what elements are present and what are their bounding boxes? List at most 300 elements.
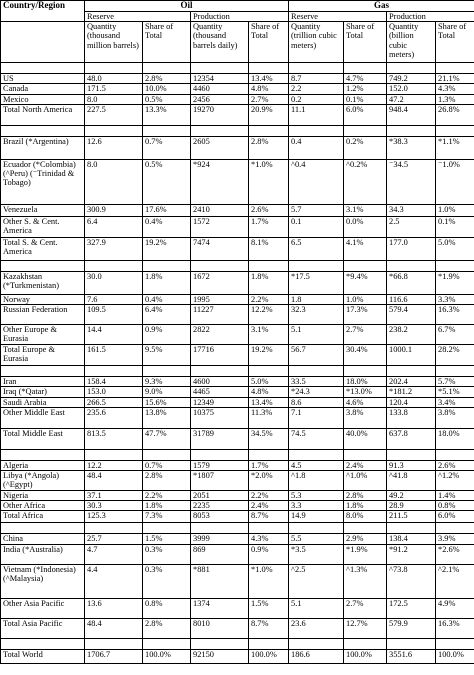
separator-cell	[436, 366, 474, 377]
separator-cell	[191, 366, 249, 377]
value-cell: 21.1%	[436, 74, 474, 84]
value-cell: 6.4	[85, 216, 143, 237]
separator-cell	[344, 63, 387, 74]
col-oil-prod-share: Share of Total	[249, 22, 289, 63]
value-cell: 48.4	[85, 618, 143, 638]
separator-cell	[191, 125, 249, 136]
value-cell: 15.6%	[143, 397, 191, 407]
value-cell: 13.6	[85, 598, 143, 618]
value-cell: 2051	[191, 491, 249, 501]
separator-row	[1, 366, 474, 377]
separator-cell	[85, 523, 143, 534]
separator-cell	[436, 523, 474, 534]
separator-cell	[436, 449, 474, 460]
separator-row	[1, 125, 474, 136]
value-cell: 869	[191, 544, 249, 564]
table-row	[1, 104, 474, 125]
value-cell: 5.7%	[436, 377, 474, 387]
value-cell: 3.8%	[344, 407, 387, 428]
value-cell: 5.1	[289, 598, 344, 618]
value-cell: 8010	[191, 618, 249, 638]
separator-cell	[1, 260, 85, 271]
value-cell: *1.9%	[436, 271, 474, 294]
value-cell: *24.3	[289, 387, 344, 397]
value-cell: 2410	[191, 204, 249, 216]
value-cell: *38.3	[387, 136, 436, 159]
region-cell: Brazil (*Argentina)	[1, 136, 85, 159]
col-gas-prod-qty: Quantity (billion cubic meters)	[387, 22, 436, 63]
value-cell: 34.3	[387, 204, 436, 216]
value-cell: 17.3%	[344, 305, 387, 325]
value-cell: 8.0%	[344, 511, 387, 523]
table-row	[1, 501, 474, 511]
value-cell: 1.8	[289, 294, 344, 304]
separator-cell	[344, 523, 387, 534]
value-cell: 109.5	[85, 305, 143, 325]
value-cell: 125.3	[85, 511, 143, 523]
table-row	[1, 136, 474, 159]
region-cell: Norway	[1, 294, 85, 304]
value-cell: *1.0%	[249, 159, 289, 204]
separator-cell	[249, 63, 289, 74]
value-cell: 34.5%	[249, 428, 289, 449]
value-cell: 161.5	[85, 345, 143, 366]
separator-cell	[344, 638, 387, 649]
region-cell: Other Africa	[1, 501, 85, 511]
value-cell: ^2.1%	[436, 564, 474, 598]
value-cell: 1.0%	[344, 294, 387, 304]
value-cell: 813.5	[85, 428, 143, 449]
value-cell: 177.0	[387, 237, 436, 260]
value-cell: 0.8%	[143, 598, 191, 618]
separator-row	[1, 260, 474, 271]
value-cell: 16.3%	[436, 618, 474, 638]
value-cell: 18.0%	[344, 377, 387, 387]
separator-cell	[436, 638, 474, 649]
value-cell: 1.8%	[344, 501, 387, 511]
value-cell: 25.7	[85, 534, 143, 544]
value-cell: 8.0	[85, 94, 143, 104]
value-cell: 4.6%	[344, 397, 387, 407]
value-cell: 1.8%	[143, 271, 191, 294]
separator-cell	[387, 366, 436, 377]
value-cell: 1.2%	[344, 84, 387, 94]
region-cell: Other Asia Pacific	[1, 598, 85, 618]
value-cell: 2235	[191, 501, 249, 511]
value-cell: 1579	[191, 460, 249, 470]
value-cell: 19270	[191, 104, 249, 125]
table-row	[1, 460, 474, 470]
table-row	[1, 94, 474, 104]
separator-cell	[143, 449, 191, 460]
separator-cell	[344, 125, 387, 136]
separator-cell	[191, 63, 249, 74]
separator-cell	[143, 638, 191, 649]
value-cell: 2.5	[387, 216, 436, 237]
value-cell: *1.1%	[436, 136, 474, 159]
region-cell: Other Middle East	[1, 407, 85, 428]
separator-cell	[289, 449, 344, 460]
value-cell: 1.3%	[436, 94, 474, 104]
table-row	[1, 84, 474, 94]
separator-cell	[1, 523, 85, 534]
value-cell: 0.4%	[143, 216, 191, 237]
value-cell: ^73.8	[387, 564, 436, 598]
value-cell: 138.4	[387, 534, 436, 544]
value-cell: 0.5%	[143, 94, 191, 104]
region-cell: Algeria	[1, 460, 85, 470]
header-oil-reserve: Reserve	[85, 11, 191, 21]
separator-cell	[387, 449, 436, 460]
value-cell: 3.9%	[436, 534, 474, 544]
value-cell: 30.4%	[344, 345, 387, 366]
region-cell: Total North America	[1, 104, 85, 125]
separator-cell	[387, 63, 436, 74]
value-cell: 33.5	[289, 377, 344, 387]
value-cell: 48.4	[85, 471, 143, 491]
separator-cell	[85, 260, 143, 271]
region-cell: US	[1, 74, 85, 84]
table-row	[1, 544, 474, 564]
value-cell: 12354	[191, 74, 249, 84]
value-cell: 4.4	[85, 564, 143, 598]
separator-cell	[191, 523, 249, 534]
value-cell: *1.0%	[249, 564, 289, 598]
table-row	[1, 74, 474, 84]
value-cell: 4465	[191, 387, 249, 397]
value-cell: 8053	[191, 511, 249, 523]
value-cell: 6.5	[289, 237, 344, 260]
value-cell: 172.5	[387, 598, 436, 618]
region-cell: Mexico	[1, 94, 85, 104]
value-cell: *3.5	[289, 544, 344, 564]
separator-cell	[143, 523, 191, 534]
value-cell: 8.6	[289, 397, 344, 407]
table-row	[1, 377, 474, 387]
value-cell: 7.3%	[143, 511, 191, 523]
value-cell: 4.7	[85, 544, 143, 564]
table-row	[1, 204, 474, 216]
value-cell: 30.3	[85, 501, 143, 511]
value-cell: 3.1%	[344, 204, 387, 216]
separator-cell	[249, 523, 289, 534]
separator-cell	[344, 260, 387, 271]
value-cell: 12.2	[85, 460, 143, 470]
value-cell: 152.0	[387, 84, 436, 94]
value-cell: 7.1	[289, 407, 344, 428]
value-cell: 1.5%	[249, 598, 289, 618]
separator-cell	[249, 366, 289, 377]
table-row	[1, 407, 474, 428]
value-cell: 133.8	[387, 407, 436, 428]
region-cell: Other Europe & Eurasia	[1, 325, 85, 345]
value-cell: *9.4%	[344, 271, 387, 294]
table-row	[1, 325, 474, 345]
value-cell: 0.7%	[143, 136, 191, 159]
value-cell: 4.9%	[436, 598, 474, 618]
table-row	[1, 345, 474, 366]
value-cell: 6.0%	[344, 104, 387, 125]
value-cell: 19.2%	[143, 237, 191, 260]
value-cell: 1000.1	[387, 345, 436, 366]
value-cell: 2.4%	[249, 501, 289, 511]
value-cell: 3.3	[289, 501, 344, 511]
value-cell: 0.2%	[344, 136, 387, 159]
value-cell: 0.1%	[344, 94, 387, 104]
value-cell: 749.2	[387, 74, 436, 84]
value-cell: 100.0%	[143, 649, 191, 663]
separator-cell	[85, 449, 143, 460]
value-cell: 8.1%	[249, 237, 289, 260]
value-cell: 4460	[191, 84, 249, 94]
value-cell: 48.0	[85, 74, 143, 84]
value-cell: 2822	[191, 325, 249, 345]
separator-cell	[344, 366, 387, 377]
region-cell: Nigeria	[1, 491, 85, 501]
col-oil-reserve-qty: Quantity (thousand million barrels)	[85, 22, 143, 63]
value-cell: ^0.4	[289, 159, 344, 204]
value-cell: 49.2	[387, 491, 436, 501]
value-cell: ^41.8	[387, 471, 436, 491]
value-cell: 8.0	[85, 159, 143, 204]
value-cell: 1995	[191, 294, 249, 304]
table-row	[1, 598, 474, 618]
region-cell: Canada	[1, 84, 85, 94]
value-cell: 7.6	[85, 294, 143, 304]
region-cell: Total World	[1, 649, 85, 663]
value-cell: *66.8	[387, 271, 436, 294]
separator-cell	[85, 125, 143, 136]
value-cell: 91.3	[387, 460, 436, 470]
value-cell: 5.7	[289, 204, 344, 216]
value-cell: *1807	[191, 471, 249, 491]
value-cell: ^1.0%	[344, 471, 387, 491]
value-cell: 1706.7	[85, 649, 143, 663]
header-oil: Oil	[85, 1, 289, 12]
separator-cell	[289, 523, 344, 534]
value-cell: 13.3%	[143, 104, 191, 125]
value-cell: ⁻34.5	[387, 159, 436, 204]
separator-cell	[143, 63, 191, 74]
value-cell: 120.4	[387, 397, 436, 407]
value-cell: 2.8%	[344, 491, 387, 501]
value-cell: 28.2%	[436, 345, 474, 366]
value-cell: 1.0%	[436, 204, 474, 216]
region-cell: Total Europe & Eurasia	[1, 345, 85, 366]
separator-cell	[387, 260, 436, 271]
value-cell: 202.4	[387, 377, 436, 387]
value-cell: 5.0%	[249, 377, 289, 387]
value-cell: 238.2	[387, 325, 436, 345]
value-cell: 327.9	[85, 237, 143, 260]
value-cell: 2605	[191, 136, 249, 159]
value-cell: 579.4	[387, 305, 436, 325]
value-cell: 0.9%	[249, 544, 289, 564]
value-cell: 116.6	[387, 294, 436, 304]
value-cell: 0.7%	[143, 460, 191, 470]
separator-row	[1, 449, 474, 460]
value-cell: *181.2	[387, 387, 436, 397]
header-gas-production: Production	[387, 11, 474, 21]
value-cell: 0.0%	[344, 216, 387, 237]
value-cell: 12.2%	[249, 305, 289, 325]
table-row	[1, 387, 474, 397]
region-cell: Vietnam (*Indonesia) (^Malaysia)	[1, 564, 85, 598]
value-cell: 5.0%	[436, 237, 474, 260]
table-row	[1, 534, 474, 544]
region-cell: China	[1, 534, 85, 544]
value-cell: 10.0%	[143, 84, 191, 94]
header-gas: Gas	[289, 1, 474, 12]
value-cell: 1572	[191, 216, 249, 237]
value-cell: 11227	[191, 305, 249, 325]
table-row	[1, 294, 474, 304]
separator-row	[1, 63, 474, 74]
value-cell: 2.2%	[249, 491, 289, 501]
region-cell: Ecuador (*Colombia) (^Peru) (⁻Trinidad & Tobago)	[1, 159, 85, 204]
value-cell: ^0.2%	[344, 159, 387, 204]
value-cell: 92150	[191, 649, 249, 663]
region-cell: Iraq (*Qatar)	[1, 387, 85, 397]
value-cell: *17.5	[289, 271, 344, 294]
value-cell: 6.0%	[436, 511, 474, 523]
value-cell: 32.3	[289, 305, 344, 325]
value-cell: 2.8%	[143, 471, 191, 491]
value-cell: 74.5	[289, 428, 344, 449]
value-cell: 14.9	[289, 511, 344, 523]
region-cell: Total Africa	[1, 511, 85, 523]
value-cell: 2.8%	[143, 74, 191, 84]
value-cell: 6.7%	[436, 325, 474, 345]
value-cell: 153.0	[85, 387, 143, 397]
value-cell: 2.7%	[249, 94, 289, 104]
value-cell: 171.5	[85, 84, 143, 94]
table-row	[1, 649, 474, 663]
col-gas-reserve-qty: Quantity (trillion cubic meters)	[289, 22, 344, 63]
value-cell: 1.7%	[249, 460, 289, 470]
value-cell: 40.0%	[344, 428, 387, 449]
separator-cell	[344, 449, 387, 460]
region-cell: Kazakhstan (*Turkmenistan)	[1, 271, 85, 294]
value-cell: 56.7	[289, 345, 344, 366]
separator-cell	[249, 449, 289, 460]
value-cell: 18.0%	[436, 428, 474, 449]
value-cell: 1.5%	[143, 534, 191, 544]
value-cell: 211.5	[387, 511, 436, 523]
value-cell: ^1.2%	[436, 471, 474, 491]
value-cell: 30.0	[85, 271, 143, 294]
value-cell: 2.2%	[143, 491, 191, 501]
separator-cell	[191, 638, 249, 649]
separator-cell	[1, 366, 85, 377]
value-cell: *13.0%	[344, 387, 387, 397]
value-cell: 4.8%	[249, 84, 289, 94]
value-cell: 12.6	[85, 136, 143, 159]
value-cell: 0.4	[289, 136, 344, 159]
separator-cell	[249, 125, 289, 136]
table-row	[1, 271, 474, 294]
separator-cell	[436, 63, 474, 74]
col-oil-reserve-share: Share of Total	[143, 22, 191, 63]
value-cell: 13.4%	[249, 397, 289, 407]
value-cell: 23.6	[289, 618, 344, 638]
value-cell: 0.8%	[436, 501, 474, 511]
value-cell: 100.0%	[344, 649, 387, 663]
table-row	[1, 305, 474, 325]
separator-cell	[289, 638, 344, 649]
value-cell: 2.6%	[249, 204, 289, 216]
table-row	[1, 511, 474, 523]
value-cell: 2456	[191, 94, 249, 104]
value-cell: ^2.5	[289, 564, 344, 598]
value-cell: *1.9%	[344, 544, 387, 564]
value-cell: 5.3	[289, 491, 344, 501]
value-cell: 0.3%	[143, 564, 191, 598]
separator-cell	[143, 125, 191, 136]
value-cell: 19.2%	[249, 345, 289, 366]
value-cell: 1.4%	[436, 491, 474, 501]
value-cell: 158.4	[85, 377, 143, 387]
header-oil-production: Production	[191, 11, 289, 21]
value-cell: 4.5	[289, 460, 344, 470]
value-cell: 100.0%	[249, 649, 289, 663]
value-cell: 0.1%	[436, 216, 474, 237]
region-cell: Other S. & Cent. America	[1, 216, 85, 237]
value-cell: 0.9%	[143, 325, 191, 345]
value-cell: 4600	[191, 377, 249, 387]
table-row	[1, 564, 474, 598]
value-cell: 4.8%	[249, 387, 289, 397]
value-cell: 3.4%	[436, 397, 474, 407]
value-cell: *924	[191, 159, 249, 204]
separator-cell	[289, 366, 344, 377]
region-cell: Total Asia Pacific	[1, 618, 85, 638]
separator-cell	[143, 366, 191, 377]
value-cell: 20.9%	[249, 104, 289, 125]
separator-cell	[85, 63, 143, 74]
table-row	[1, 618, 474, 638]
separator-cell	[387, 523, 436, 534]
value-cell: 1672	[191, 271, 249, 294]
separator-cell	[1, 63, 85, 74]
value-cell: 17.6%	[143, 204, 191, 216]
value-cell: 1.8%	[249, 271, 289, 294]
value-cell: 13.4%	[249, 74, 289, 84]
value-cell: 12.7%	[344, 618, 387, 638]
value-cell: 3.8%	[436, 407, 474, 428]
value-cell: ^1.3%	[344, 564, 387, 598]
value-cell: 2.7%	[344, 325, 387, 345]
value-cell: ⁻1.0%	[436, 159, 474, 204]
value-cell: 1.8%	[143, 501, 191, 511]
value-cell: 8.7	[289, 74, 344, 84]
value-cell: 266.5	[85, 397, 143, 407]
table-row	[1, 491, 474, 501]
value-cell: 8.7%	[249, 618, 289, 638]
value-cell: 2.4%	[344, 460, 387, 470]
separator-cell	[289, 260, 344, 271]
value-cell: 2.2	[289, 84, 344, 94]
value-cell: 26.8%	[436, 104, 474, 125]
value-cell: 14.4	[85, 325, 143, 345]
value-cell: *2.0%	[249, 471, 289, 491]
value-cell: 12349	[191, 397, 249, 407]
value-cell: 1374	[191, 598, 249, 618]
value-cell: 100.0%	[436, 649, 474, 663]
value-cell: 4.3%	[436, 84, 474, 94]
value-cell: 579.9	[387, 618, 436, 638]
table-row	[1, 216, 474, 237]
